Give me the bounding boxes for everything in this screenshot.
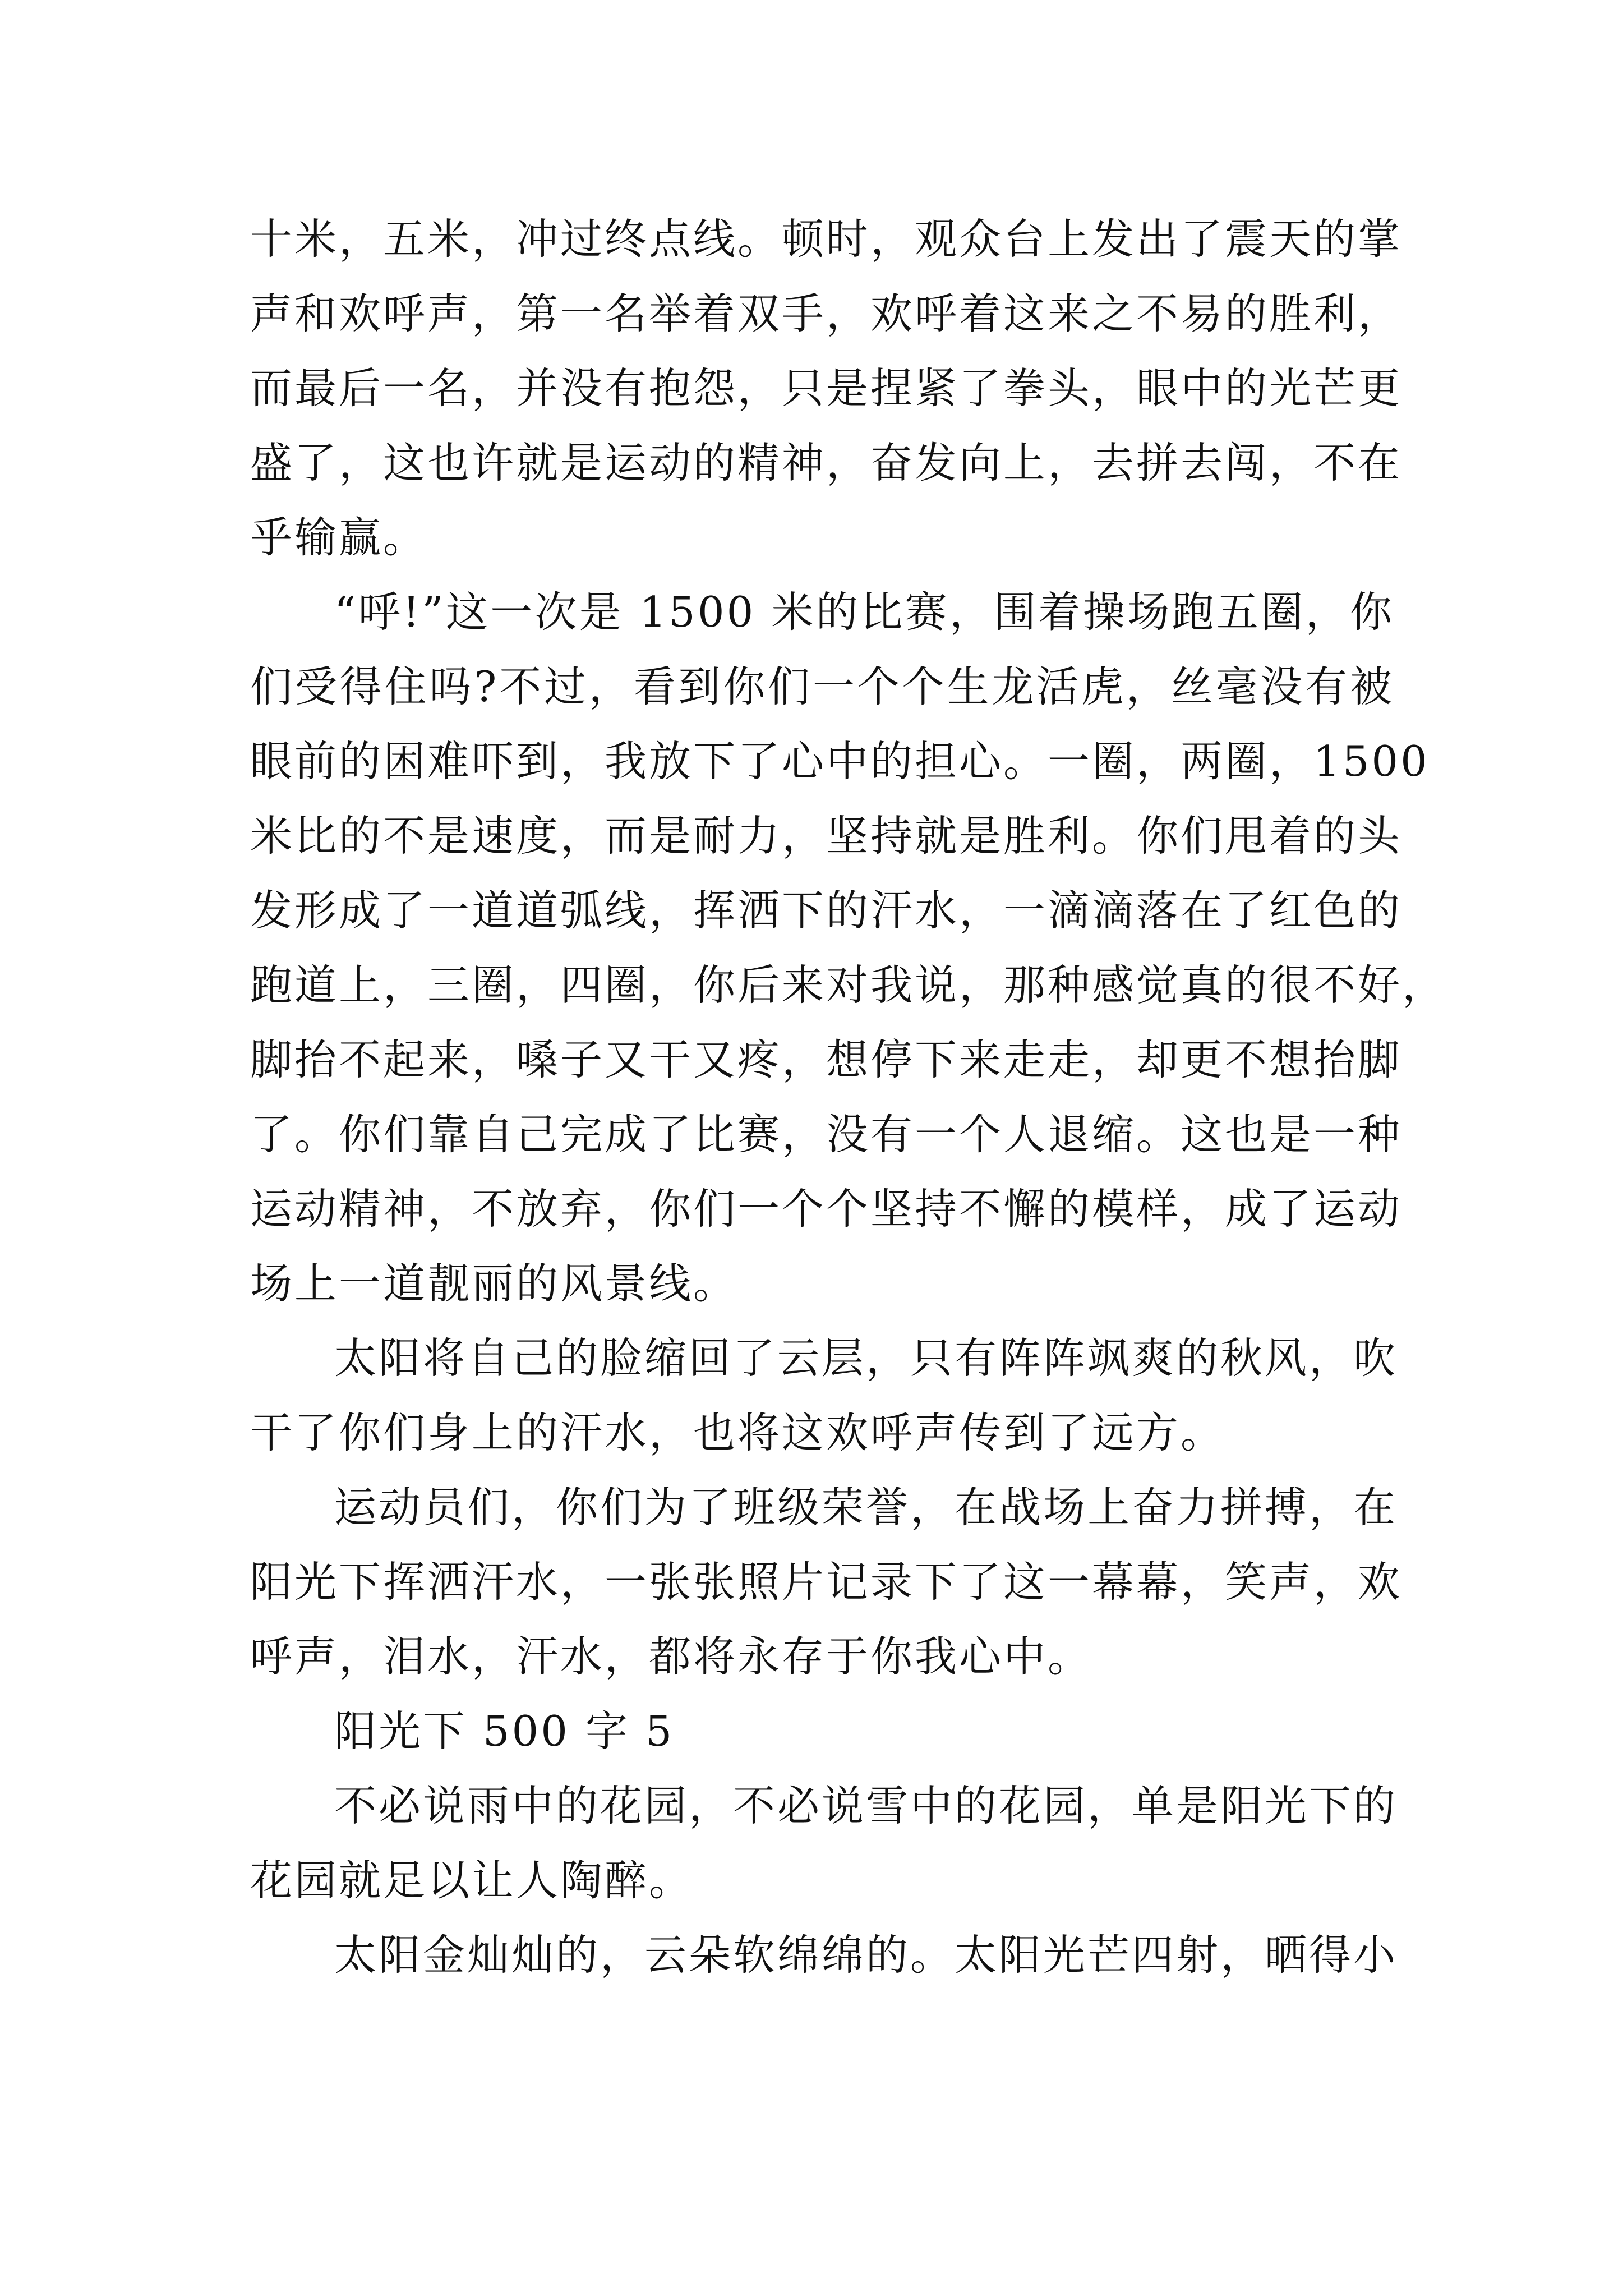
text-line: 花园就足以让人陶醉。	[250, 1856, 694, 1905]
text-line: 十米，五米，冲过终点线。顿时，观众台上发出了震天的掌	[250, 214, 1403, 264]
paragraph-start-line: 太阳金灿灿的，云朵软绵绵的。太阳光芒四射，晒得小	[334, 1930, 1398, 1980]
text-line: 阳光下挥洒汗水，一张张照片记录下了这一幕幕，笑声，欢	[250, 1557, 1403, 1607]
text-line: 呼声，泪水，汗水，都将永存于你我心中。	[250, 1632, 1092, 1681]
text-line: 声和欢呼声，第一名举着双手，欢呼着这来之不易的胜利，	[250, 289, 1403, 338]
text-line: 们受得住吗?不过，看到你们一个个生龙活虎，丝毫没有被	[250, 662, 1394, 711]
text-line: 脚抬不起来，嗓子又干又疼，想停下来走走，却更不想抬脚	[250, 1035, 1403, 1084]
paragraph-start-line: 运动员们，你们为了班级荣誉，在战场上奋力拼搏，在	[334, 1483, 1398, 1532]
section-heading: 阳光下 500 字 5	[334, 1706, 675, 1756]
text-line: 了。你们靠自己完成了比赛，没有一个人退缩。这也是一种	[250, 1110, 1403, 1159]
text-line: 干了你们身上的汗水，也将这欢呼声传到了远方。	[250, 1408, 1225, 1457]
body-text	[250, 202, 1447, 1993]
text-line: 而最后一名，并没有抱怨，只是捏紧了拳头，眼中的光芒更	[250, 364, 1403, 413]
text-line: 跑道上，三圈，四圈，你后来对我说，那种感觉真的很不好，	[250, 960, 1447, 1010]
text-line: 盛了，这也许就是运动的精神，奋发向上，去拼去闯，不在	[250, 438, 1403, 487]
text-line: 场上一道靓丽的风景线。	[250, 1259, 738, 1308]
paragraph-start-line: “呼!”这一次是 1500 米的比赛，围着操场跑五圈，你	[334, 587, 1394, 637]
text-line: 运动精神，不放弃，你们一个个坚持不懈的模样，成了运动	[250, 1184, 1403, 1234]
text-line: 眼前的困难吓到，我放下了心中的担心。一圈，两圈，1500	[250, 737, 1430, 786]
paragraph-start-line: 不必说雨中的花园，不必说雪中的花园，单是阳光下的	[334, 1781, 1398, 1830]
text-line: 米比的不是速度，而是耐力，坚持就是胜利。你们甩着的头	[250, 811, 1403, 861]
text-line: 乎输赢。	[250, 513, 428, 562]
text-line: 发形成了一道道弧线，挥洒下的汗水，一滴滴落在了红色的	[250, 886, 1403, 935]
paragraph-start-line: 太阳将自己的脸缩回了云层，只有阵阵飒爽的秋风，吹	[334, 1333, 1398, 1383]
